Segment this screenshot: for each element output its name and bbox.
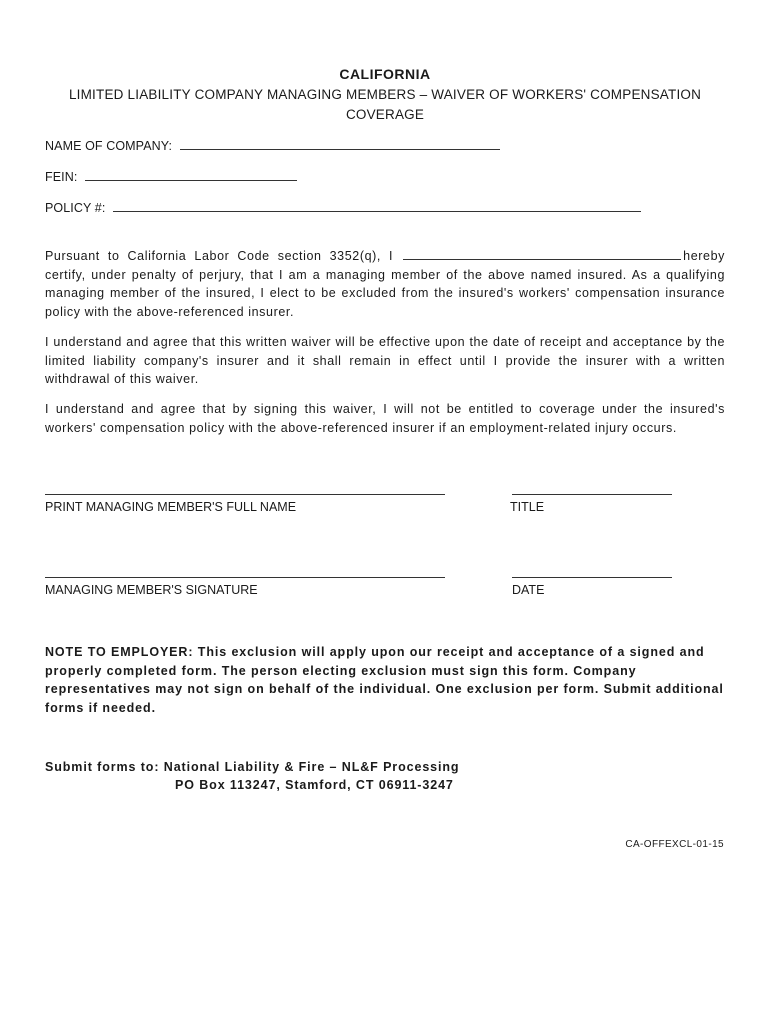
employer-note: NOTE TO EMPLOYER: This exclusion will apply upon our receipt and acceptance of a signed and properly completed form. The person electing exclusion must sign this form. Company representatives may not sign on behalf of the individual. One exclusion per form. Submit additional forms if needed. — [45, 645, 724, 715]
form-code: CA-OFFEXCL-01-15 — [625, 839, 724, 850]
certification-paragraph — [45, 247, 725, 321]
form-subtitle: LIMITED LIABILITY COMPANY MANAGING MEMBERS – WAIVER OF WORKERS' COMPENSATION COVERAGE — [68, 87, 702, 122]
certification-text-start: Pursuant to California Labor Code section 3352(q), I — [45, 249, 394, 263]
date-label: DATE — [512, 583, 545, 597]
signature-line[interactable] — [45, 577, 445, 578]
fein-label: FEIN: — [45, 170, 78, 184]
certification-text-end: hereby certify, under penalty of perjury, that I am a managing member of the above named insured. As a qualifying managing member of the insured, I elect to be excluded from the insured's workers' compensation insurance policy with the above-referenced insurer. — [45, 249, 725, 319]
title-label: TITLE — [510, 500, 545, 514]
print-name-line[interactable] — [45, 494, 445, 495]
policy-label: POLICY #: — [45, 201, 106, 215]
submit-address-line: PO Box 113247, Stamford, CT 06911-3247 — [175, 778, 454, 792]
coverage-paragraph: I understand and agree that by signing this waiver, I will not be entitled to coverage under the insured's workers' compensation policy with the above-referenced insurer if an employment-related injury occurs. — [45, 402, 725, 435]
fein-field — [45, 170, 297, 184]
submit-to-line: Submit forms to: National Liability & Fire – NL&F Processing — [45, 760, 460, 774]
company-name-field — [45, 139, 500, 153]
title-line[interactable] — [512, 494, 672, 495]
company-name-blank[interactable] — [180, 139, 500, 150]
policy-field — [45, 201, 641, 215]
company-name-label: NAME OF COMPANY: — [45, 139, 173, 153]
fein-blank[interactable] — [85, 170, 297, 181]
policy-blank[interactable] — [113, 201, 641, 212]
date-line[interactable] — [512, 577, 672, 578]
form-title: CALIFORNIA — [339, 66, 431, 82]
print-name-label: PRINT MANAGING MEMBER'S FULL NAME — [45, 500, 297, 514]
waiver-effective-paragraph: I understand and agree that this written waiver will be effective upon the date of receipt and acceptance by the limited liability company's insurer and it shall remain in effect until I provide the insurer with a written withdrawal of this waiver. — [45, 335, 725, 386]
signature-label: MANAGING MEMBER'S SIGNATURE — [45, 583, 258, 597]
member-name-blank[interactable] — [403, 249, 681, 260]
